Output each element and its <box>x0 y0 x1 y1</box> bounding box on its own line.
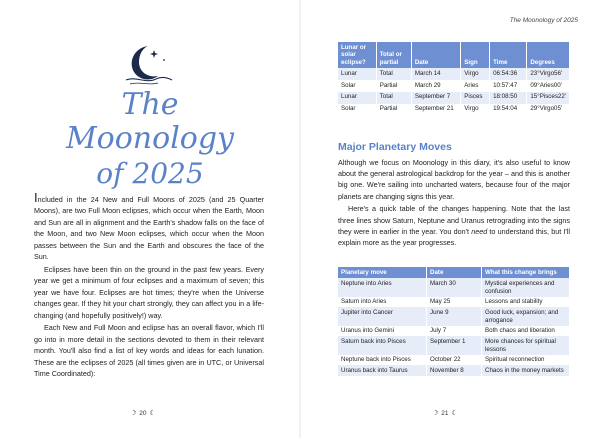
table-row <box>338 307 570 325</box>
left-body-text <box>34 190 264 381</box>
drop-cap: I <box>34 190 38 205</box>
page-number: 21 <box>441 409 449 417</box>
table-row <box>338 326 570 337</box>
table-cell: More chances for spiritual lessons <box>482 336 570 354</box>
table-cell: Lunar <box>338 92 376 104</box>
table-cell: Total <box>376 92 411 104</box>
eclipse-table-header <box>338 42 570 68</box>
table-cell: Total <box>376 68 411 80</box>
column-header: Time <box>490 42 527 68</box>
planet-table-header <box>338 267 570 278</box>
table-cell: Partial <box>376 104 411 116</box>
table-cell: 19:54:04 <box>490 104 527 116</box>
table-cell: Uranus back into Taurus <box>338 365 427 376</box>
table-cell: 09°Aries00' <box>527 80 570 92</box>
table-cell: Partial <box>376 80 411 92</box>
table-cell: Neptune into Aries <box>338 278 427 296</box>
column-header: Lunar or solar eclipse? <box>338 42 376 68</box>
table-cell: July 7 <box>427 326 482 337</box>
table-cell: March 29 <box>411 80 460 92</box>
page-number: 20 <box>139 409 147 417</box>
moon-phase-icon: ☽ <box>432 410 439 417</box>
table-row <box>338 365 570 376</box>
table-cell: Chaos in the money markets <box>482 365 570 376</box>
table-row <box>338 92 570 104</box>
planetary-moves-table <box>338 267 570 376</box>
table-row <box>338 355 570 366</box>
table-row <box>338 278 570 296</box>
table-cell: Solar <box>338 104 376 116</box>
paragraph-2-text-b: to understand this, but I'll explain more as the year progresses. <box>338 226 570 247</box>
table-cell: Saturn into Aries <box>338 297 427 308</box>
right-page <box>302 0 600 438</box>
table-cell: September 7 <box>411 92 460 104</box>
paragraph-2-text-a: Here's a quick table of the changes happening. Note that the last three lines show Saturn, Neptune and Uranus retrograding into the signs they were in earlier in the year. You don't <box>338 204 570 236</box>
emphasis-text: need <box>471 226 488 236</box>
moon-phase-icon: ☾ <box>451 410 458 417</box>
table-cell: 23°Virgo56' <box>527 68 570 80</box>
table-cell: Neptune back into Pisces <box>338 355 427 366</box>
page-title <box>60 88 240 190</box>
right-body-text <box>338 157 570 250</box>
table-row <box>338 336 570 354</box>
table-cell: 29°Virgo05' <box>527 104 570 116</box>
table-cell: May 25 <box>427 297 482 308</box>
paragraph-3: Each New and Full Moon and eclipse has an overall flavor, which I'll go into in more detail in the sections devoted to them in their relevant month. You'll also find a list of key words and ideas for each lunation. These are the eclipses of 2025 (all times given are in UTC, or Universal Time Coordinated): <box>34 323 264 379</box>
column-header: Degrees <box>527 42 570 68</box>
column-header: Sign <box>461 42 490 68</box>
table-cell: 18:08:50 <box>490 92 527 104</box>
title-line-1: The Moonology <box>65 87 235 156</box>
table-cell: Pisces <box>461 92 490 104</box>
page-number-right <box>432 409 458 417</box>
section-heading: Major Planetary Moves <box>338 141 452 153</box>
table-cell: 06:54:36 <box>490 68 527 80</box>
column-header: Date <box>427 267 482 278</box>
table-cell: 15°Pisces22' <box>527 92 570 104</box>
left-page <box>0 0 298 438</box>
paragraph-2 <box>338 203 570 248</box>
table-cell: Virgo <box>461 68 490 80</box>
eclipse-table <box>338 42 570 115</box>
paragraph-1 <box>34 190 264 262</box>
table-cell: Good luck, expansion; and arrogance <box>482 307 570 325</box>
table-cell: November 8 <box>427 365 482 376</box>
column-header: Date <box>411 42 460 68</box>
paragraph-2: Eclipses have been thin on the ground in the past few years. Every year we get a minimum of four eclipses and a maximum of seven; this year we have four. Eclipses are hot times; they're when the Universe changes gear. If they hit your chart strongly, they can affect you in a life-changing (and hopefully positively!) way. <box>34 264 264 320</box>
table-cell: Saturn back into Pisces <box>338 336 427 354</box>
column-header: Planetary move <box>338 267 427 278</box>
table-cell: Jupiter into Cancer <box>338 307 427 325</box>
table-cell: Lunar <box>338 68 376 80</box>
table-cell: Solar <box>338 80 376 92</box>
table-cell: Mystical experiences and confusion <box>482 278 570 296</box>
table-cell: Lessons and stability <box>482 297 570 308</box>
table-cell: October 22 <box>427 355 482 366</box>
table-cell: Spiritual reconnection <box>482 355 570 366</box>
table-row <box>338 68 570 80</box>
page-number-left <box>130 409 156 417</box>
table-cell: Uranus into Gemini <box>338 326 427 337</box>
table-row <box>338 104 570 116</box>
table-cell: Virgo <box>461 104 490 116</box>
paragraph-1: Although we focus on Moonology in this diary, it's also useful to know about the general astrological backdrop for the year – and this is another big one. We're sailing into uncharted waters, because four of the major planets are changing signs this year. <box>338 158 570 201</box>
table-cell: June 9 <box>427 307 482 325</box>
table-cell: September 1 <box>427 336 482 354</box>
paragraph-1-text: ncluded in the 24 New and Full Moons of 2025 (and 25 Quarter Moons), are two Full Moon eclipses, which occur when the Earth, Moon and Sun are all in alignment and the Earth's shadow falls on the face of the Moon, and two New Moon eclipses, which occur when the Moon passes between the Sun and the Earth and obscures the face of the Sun. <box>34 195 264 262</box>
column-header: What this change brings <box>482 267 570 278</box>
table-cell: March 30 <box>427 278 482 296</box>
book-gutter <box>299 0 301 438</box>
table-row <box>338 80 570 92</box>
table-cell: Aries <box>461 80 490 92</box>
running-head: The Moonology of 2025 <box>509 17 578 24</box>
crescent-moon-logo-icon <box>118 40 176 88</box>
moon-phase-icon: ☽ <box>130 410 137 417</box>
table-row <box>338 297 570 308</box>
table-cell: September 21 <box>411 104 460 116</box>
title-line-2: of 2025 <box>96 157 204 190</box>
table-cell: March 14 <box>411 68 460 80</box>
table-cell: Both chaos and liberation <box>482 326 570 337</box>
column-header: Total or partial <box>376 42 411 68</box>
table-cell: 10:57:47 <box>490 80 527 92</box>
moon-phase-icon: ☾ <box>149 410 156 417</box>
